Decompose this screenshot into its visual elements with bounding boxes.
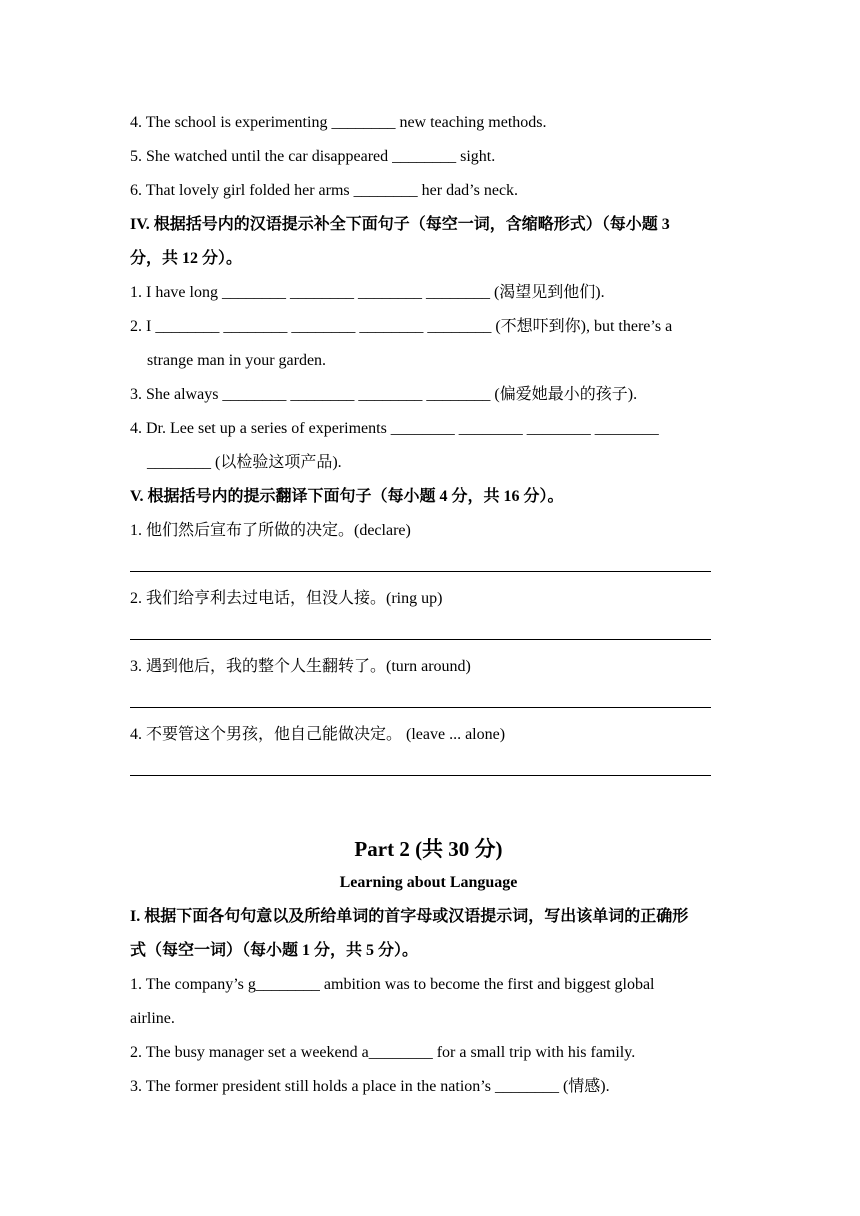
part2-item-2: 2. The busy manager set a weekend a________ for a small trip with his family. <box>130 1044 636 1061</box>
answer-line-2[interactable] <box>130 616 730 650</box>
section4-heading-line1: IV. 根据括号内的汉语提示补全下面句子（每空一词，含缩略形式）（每小题 3 <box>130 216 670 233</box>
answer-line-4[interactable] <box>130 752 730 786</box>
part2-heading-line1: I. 根据下面各句句意以及所给单词的首字母或汉语提示词，写出该单词的正确形 <box>130 908 689 925</box>
section4-item-1: 1. I have long ________ ________ ________ ________ (渴望见到他们). <box>130 284 605 301</box>
section4-item-3: 3. She always ________ ________ ________ ________ (偏爱她最小的孩子). <box>130 386 638 403</box>
answer-line-1[interactable] <box>130 548 730 582</box>
section4-item-2-line1: 2. I ________ ________ ________ ________ ________ (不想吓到你), but there’s a <box>130 318 673 335</box>
section4-heading-line2: 分，共 12 分）。 <box>130 250 243 267</box>
section5-item-4: 4. 不要管这个男孩，他自己能做决定。 (leave ... alone) <box>130 726 506 743</box>
part2-item-1-line2: airline. <box>130 1010 175 1027</box>
section3-item-5: 5. She watched until the car disappeared ________ sight. <box>130 148 496 165</box>
part2-item-3: 3. The former president still holds a place in the nation’s ________ (情感). <box>130 1078 610 1095</box>
section4-item-4-line2: ________ (以检验这项产品). <box>147 454 342 471</box>
answer-line-3[interactable] <box>130 684 730 718</box>
section5-item-3: 3. 遇到他后，我的整个人生翻转了。(turn around) <box>130 658 471 675</box>
section5-heading: V. 根据括号内的提示翻译下面句子（每小题 4 分，共 16 分）。 <box>130 488 564 505</box>
part2-title: Part 2 (共 30 分) <box>354 837 503 861</box>
section3-item-6: 6. That lovely girl folded her arms ________ her dad’s neck. <box>130 182 519 199</box>
section4-item-2-line2: strange man in your garden. <box>147 352 327 369</box>
section4-item-4-line1: 4. Dr. Lee set up a series of experiments ________ ________ ________ ________ <box>130 420 659 437</box>
part2-subtitle: Learning about Language <box>339 874 518 891</box>
part2-item-1-line1: 1. The company’s g________ ambition was to become the first and biggest global <box>130 976 655 993</box>
section5-item-2: 2. 我们给亨利去过电话，但没人接。(ring up) <box>130 590 443 607</box>
section5-item-1: 1. 他们然后宣布了所做的决定。(declare) <box>130 522 411 539</box>
part2-heading-line2: 式（每空一词）（每小题 1 分，共 5 分）。 <box>130 942 419 959</box>
section3-item-4: 4. The school is experimenting ________ new teaching methods. <box>130 114 547 131</box>
document-content <box>130 106 730 1104</box>
